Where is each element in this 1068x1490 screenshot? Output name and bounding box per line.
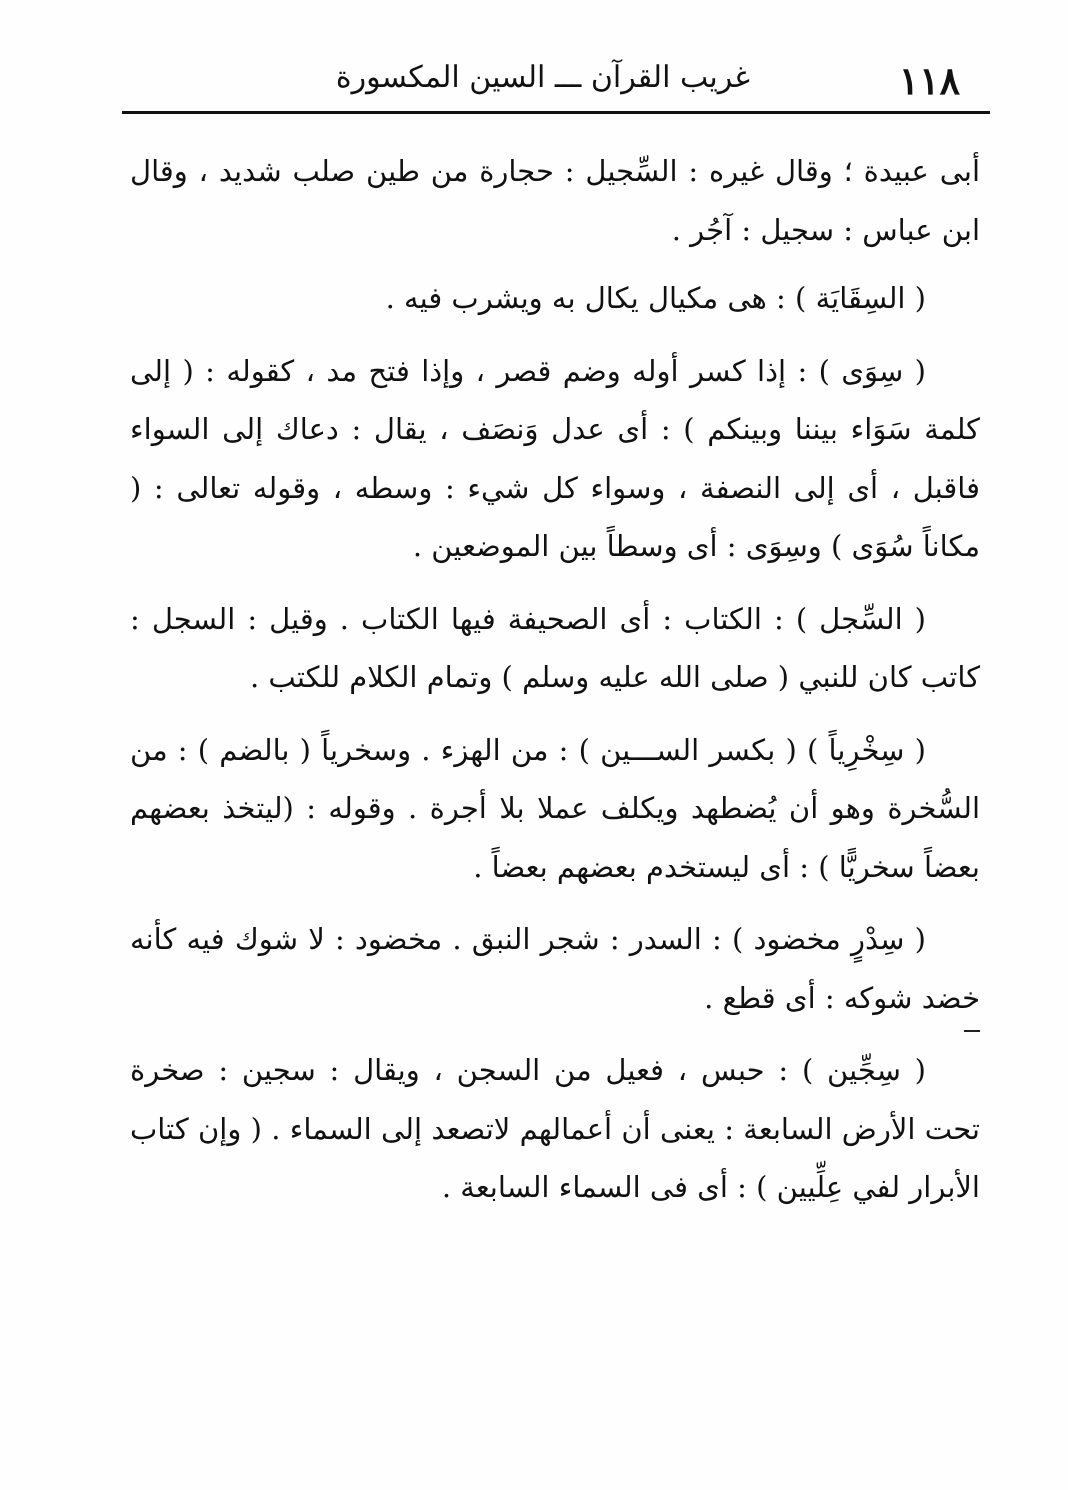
- entry-sijill: ( السِّجل ) : الكتاب : أى الصحيفة فيها الكتاب . وقيل : السجل : كاتب كان للنبي ( صلى الله عليه وسلم ) وتمام الكلام للكتب .: [130, 601, 980, 694]
- margin-mark: [964, 1030, 980, 1032]
- running-title: غريب القرآن ـــ السين المكسورة: [335, 60, 750, 95]
- entry-siwa: ( سِوَى ) : إذا كسر أوله وضم قصر ، وإذا فتح مد ، كقوله : ( إلى كلمة سَوَاء بيننا وبينكم ) : أى عدل وَنصَف ، يقال : دعاك إلى السواء فاقبل ، أى إلى النصفة ، وسواء كل شيء : وسطه ، وقوله تعالى : ( مكاناً سُوَى ) وسِوَى : أى وسطاً بين الموضعين .: [130, 353, 980, 563]
- page-body: [130, 142, 980, 1231]
- header-rule: [122, 111, 990, 114]
- page-header: [122, 52, 980, 106]
- paragraph-continuation: أبى عبيدة ؛ وقال غيره : السِّجيل : حجارة من طين صلب شديد ، وقال ابن عباس : سجيل : آجُر .: [130, 154, 980, 247]
- entry-sidr: ( سِدْرٍ مخضود ) : السدر : شجر النبق . مخضود : لا شوك فيه كأنه خضد شوكه : أى قطع .: [130, 922, 980, 1015]
- entry-sikhriyya: ( سِخْرِياً ) ( بكسر الســـين ) : من الهزء . وسخرياً ( بالضم ) : من السُّخرة وهو أن يُضطهد ويكلف عملا بلا أجرة . وقوله : (ليتخذ بعضهم بعضاً سخريًّا ) : أى ليستخدم بعضهم بعضاً .: [130, 732, 980, 884]
- entry-siqaya: ( السِقَايَة ) : هى مكيال يكال به ويشرب فيه .: [385, 281, 926, 315]
- page-number: ١١٨: [898, 58, 960, 103]
- entry-sijjin: ( سِجِّين ) : حبس ، فعيل من السجن ، ويقال : سجين : صخرة تحت الأرض السابعة : يعنى أن أعمالهم لاتصعد إلى السماء . ( وإن كتاب الأبرار لفي عِلِّيين ) : أى فى السماء السابعة .: [130, 1053, 980, 1204]
